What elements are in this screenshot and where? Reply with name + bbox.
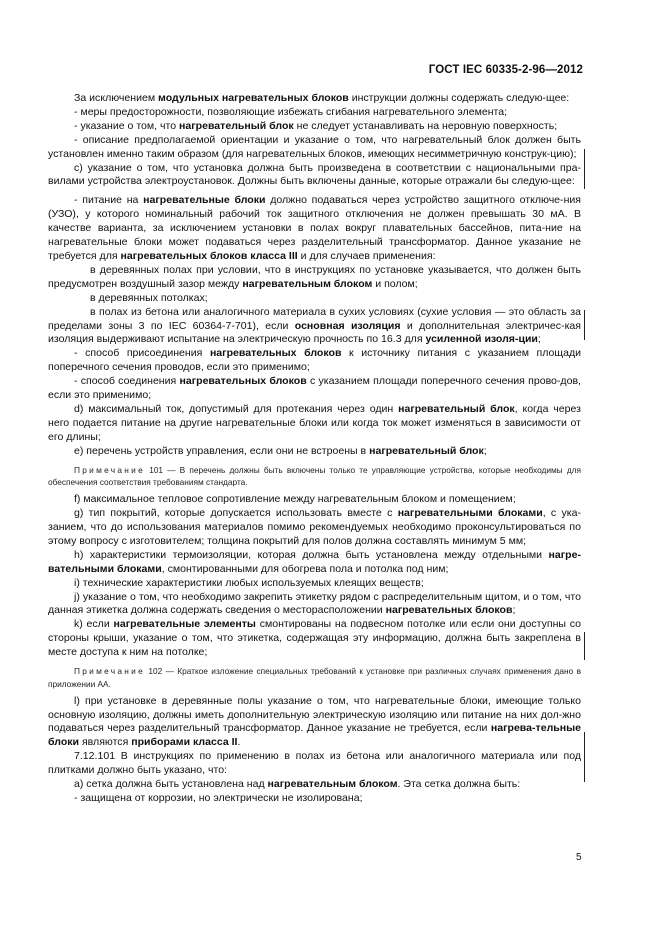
note-101	[48, 464, 581, 490]
text: g) тип покрытий, которые допускается использовать вместе с	[74, 507, 398, 520]
text: , когда через него подается питание на другие нагревательные блоки или когда ток может изменяться в зависимости от его длины;	[48, 402, 581, 443]
document-body	[48, 92, 581, 806]
text: e) перечень устройств управления, если они не встроены в	[74, 444, 370, 457]
text: ;	[483, 444, 487, 457]
term: нагре-вательными блоками	[48, 548, 581, 575]
list-item-c: c) указание о том, что установка должна быть произведена в соответствии с национальными пра-вилами устройства электроустановок. Должны быть включены данные, которые отражали бы следую-щее:	[48, 161, 581, 188]
list-item-l	[48, 695, 581, 751]
text: , с ука-занием, что до использования материалов помимо рекомендуемых необходимо проконсультироваться по этому вопросу с изготовителем; толщина покрытий для полов должна составлять минимум 5 мм;	[48, 507, 582, 547]
change-bar	[584, 310, 585, 340]
term: нагревательный блок	[179, 119, 294, 132]
list-item	[48, 375, 581, 403]
text: в деревянных полах при условии, что в инструкциях по установке указывается, что должен быть предусмотрен воздушный зазор между	[48, 263, 581, 290]
list-item: - описание предполагаемой ориентации и указание о том, что нагревательный блок должен быть установлен именно таким образом (для нагревательных блоков, имеющих несимметричную конструк-цию);	[48, 133, 581, 160]
text: - способ соединения	[74, 375, 180, 388]
paragraph	[48, 92, 581, 106]
term: нагревательный блок	[369, 444, 484, 457]
sub-item: в деревянных потолках;	[90, 291, 208, 304]
term: нагревательными блоками	[397, 507, 543, 520]
term: основная изоляция	[294, 319, 401, 332]
list-item-k	[48, 618, 581, 660]
note-text: 101 — В перечень должны быть включены только те управляющие устройства, которые необходимы для обеспечения соответствия требованиям стандарта.	[48, 464, 581, 488]
text: - указание о том, что	[74, 119, 180, 132]
term: приборами класса II	[131, 736, 238, 749]
list-item: - защищена от коррозии, но электрически не изолирована;	[74, 791, 363, 804]
text: должно подаваться через устройство защитного отключе-ния (УЗО), у которого номинальный рабочий ток защитного отключения не должен превышать 30 мА. В качестве варианта, за исключением установки в полах вокруг плавательных бассейнов, пита-ние на нагревательные блоки может подаваться через разделительный трансформатор. Данное указание не требуется для	[48, 194, 581, 262]
text: к источнику питания с указанием площади поперечного сечения проводов, если это применимо;	[48, 347, 581, 374]
note-label: Примечание	[74, 666, 146, 677]
list-item-g	[48, 507, 581, 549]
term: нагрева-тельные блоки	[48, 722, 581, 749]
list-item	[48, 120, 581, 134]
text: k) если	[74, 618, 114, 631]
list-item	[48, 347, 581, 375]
text: l) при установке в деревянные полы указание о том, что нагревательные блоки, имеющие только основную изоляцию, должны иметь дополнительную электрическую изоляцию или питание на них дол-жно подаваться через разделительный трансформатор. Данное указание не требуется, если	[48, 694, 581, 735]
text: являются	[79, 736, 132, 749]
sub-item	[48, 306, 581, 348]
term: нагревательных блоков	[209, 347, 342, 360]
sub-item	[48, 264, 581, 292]
list-item: - меры предосторожности, позволяющие избежать сгибания нагревательного элемента;	[74, 105, 508, 118]
text: .	[237, 736, 241, 749]
text: и полом;	[372, 277, 418, 290]
page-number: 5	[576, 852, 582, 863]
text: ;	[512, 604, 516, 617]
text: a) сетка должна быть установлена над	[74, 778, 268, 791]
change-bar	[584, 149, 585, 189]
term: нагревательных блоков класса III	[120, 249, 298, 262]
term: нагревательным блоком	[267, 778, 398, 791]
text: смонтированы на подвесном потолке или если они доступны со стороны крыши, указание о том, что этикетка, содержащая эту информацию, должна быть закреплена в месте доступа к ним на потолке;	[48, 618, 581, 659]
text: с указанием площади поперечного сечения прово-дов, если это применимо;	[48, 375, 581, 402]
text: . Эта сетка должна быть:	[397, 778, 521, 791]
list-item-f: f) максимальное тепловое сопротивление между нагревательным блоком и помещением;	[74, 493, 516, 506]
text: За исключением	[74, 92, 159, 104]
term: модульных нагревательных блоков	[158, 92, 349, 104]
text: инструкции должны содержать следую-щее:	[348, 92, 570, 104]
text: не следует устанавливать на неровную поверхность;	[293, 119, 558, 132]
text: h) характеристики термоизоляции, которая должна быть установлена между отдельными	[74, 548, 549, 561]
term: нагревательный блок	[398, 402, 515, 415]
term: нагревательные элементы	[113, 618, 256, 631]
note-label: Примечание	[74, 464, 146, 475]
term: усиленной изоля-ции	[425, 333, 538, 346]
clause-7-12-101: 7.12.101 В инструкциях по применению в полах из бетона или аналогичного материала или под плитками должно быть указано, что:	[48, 750, 581, 777]
text: и для случаев применения:	[297, 249, 436, 262]
list-item-j	[48, 591, 581, 619]
document-code-header: ГОСТ IEC 60335-2-96—2012	[428, 64, 583, 76]
term: нагревательным блоком	[242, 277, 373, 290]
term: нагревательные блоки	[143, 194, 266, 207]
change-bar	[584, 632, 585, 660]
term: нагревательных блоков	[179, 375, 307, 388]
text: d) максимальный ток, допустимый для протекания через один	[74, 402, 399, 415]
note-102	[48, 665, 581, 691]
text: ;	[537, 333, 541, 346]
text: в полах из бетона или аналогичного материала в сухих условиях (сухие условия — это область за пределами зоны 3 по IEC 60364-7-701), если	[48, 305, 581, 332]
text: и дополнительная электричес-кая изоляция выдерживают испытание на электрическую прочность по 16.3 для	[48, 319, 581, 346]
list-item-i: i) технические характеристики любых используемых клеящих веществ;	[74, 576, 424, 589]
list-item	[48, 194, 581, 264]
list-item-e	[48, 445, 581, 459]
list-item-h	[48, 549, 581, 577]
text: - питание на	[74, 194, 144, 207]
term: нагревательных блоков	[385, 604, 513, 617]
text: , смонтированными для обогрева пола и потолка под ним;	[161, 562, 449, 575]
list-item-d	[48, 403, 581, 445]
note-text: 102 — Краткое изложение специальных требований к установке при различных случаях применения дано в приложении АА.	[48, 666, 581, 689]
change-bar	[584, 732, 585, 782]
text: - способ присоединения	[74, 347, 210, 360]
list-item-a	[48, 778, 581, 792]
text: j) указание о том, что необходимо закрепить этикетку рядом с распределительным щитом, и о том, что данная этикетка должна содержать сведения о месторасположении	[48, 590, 581, 617]
